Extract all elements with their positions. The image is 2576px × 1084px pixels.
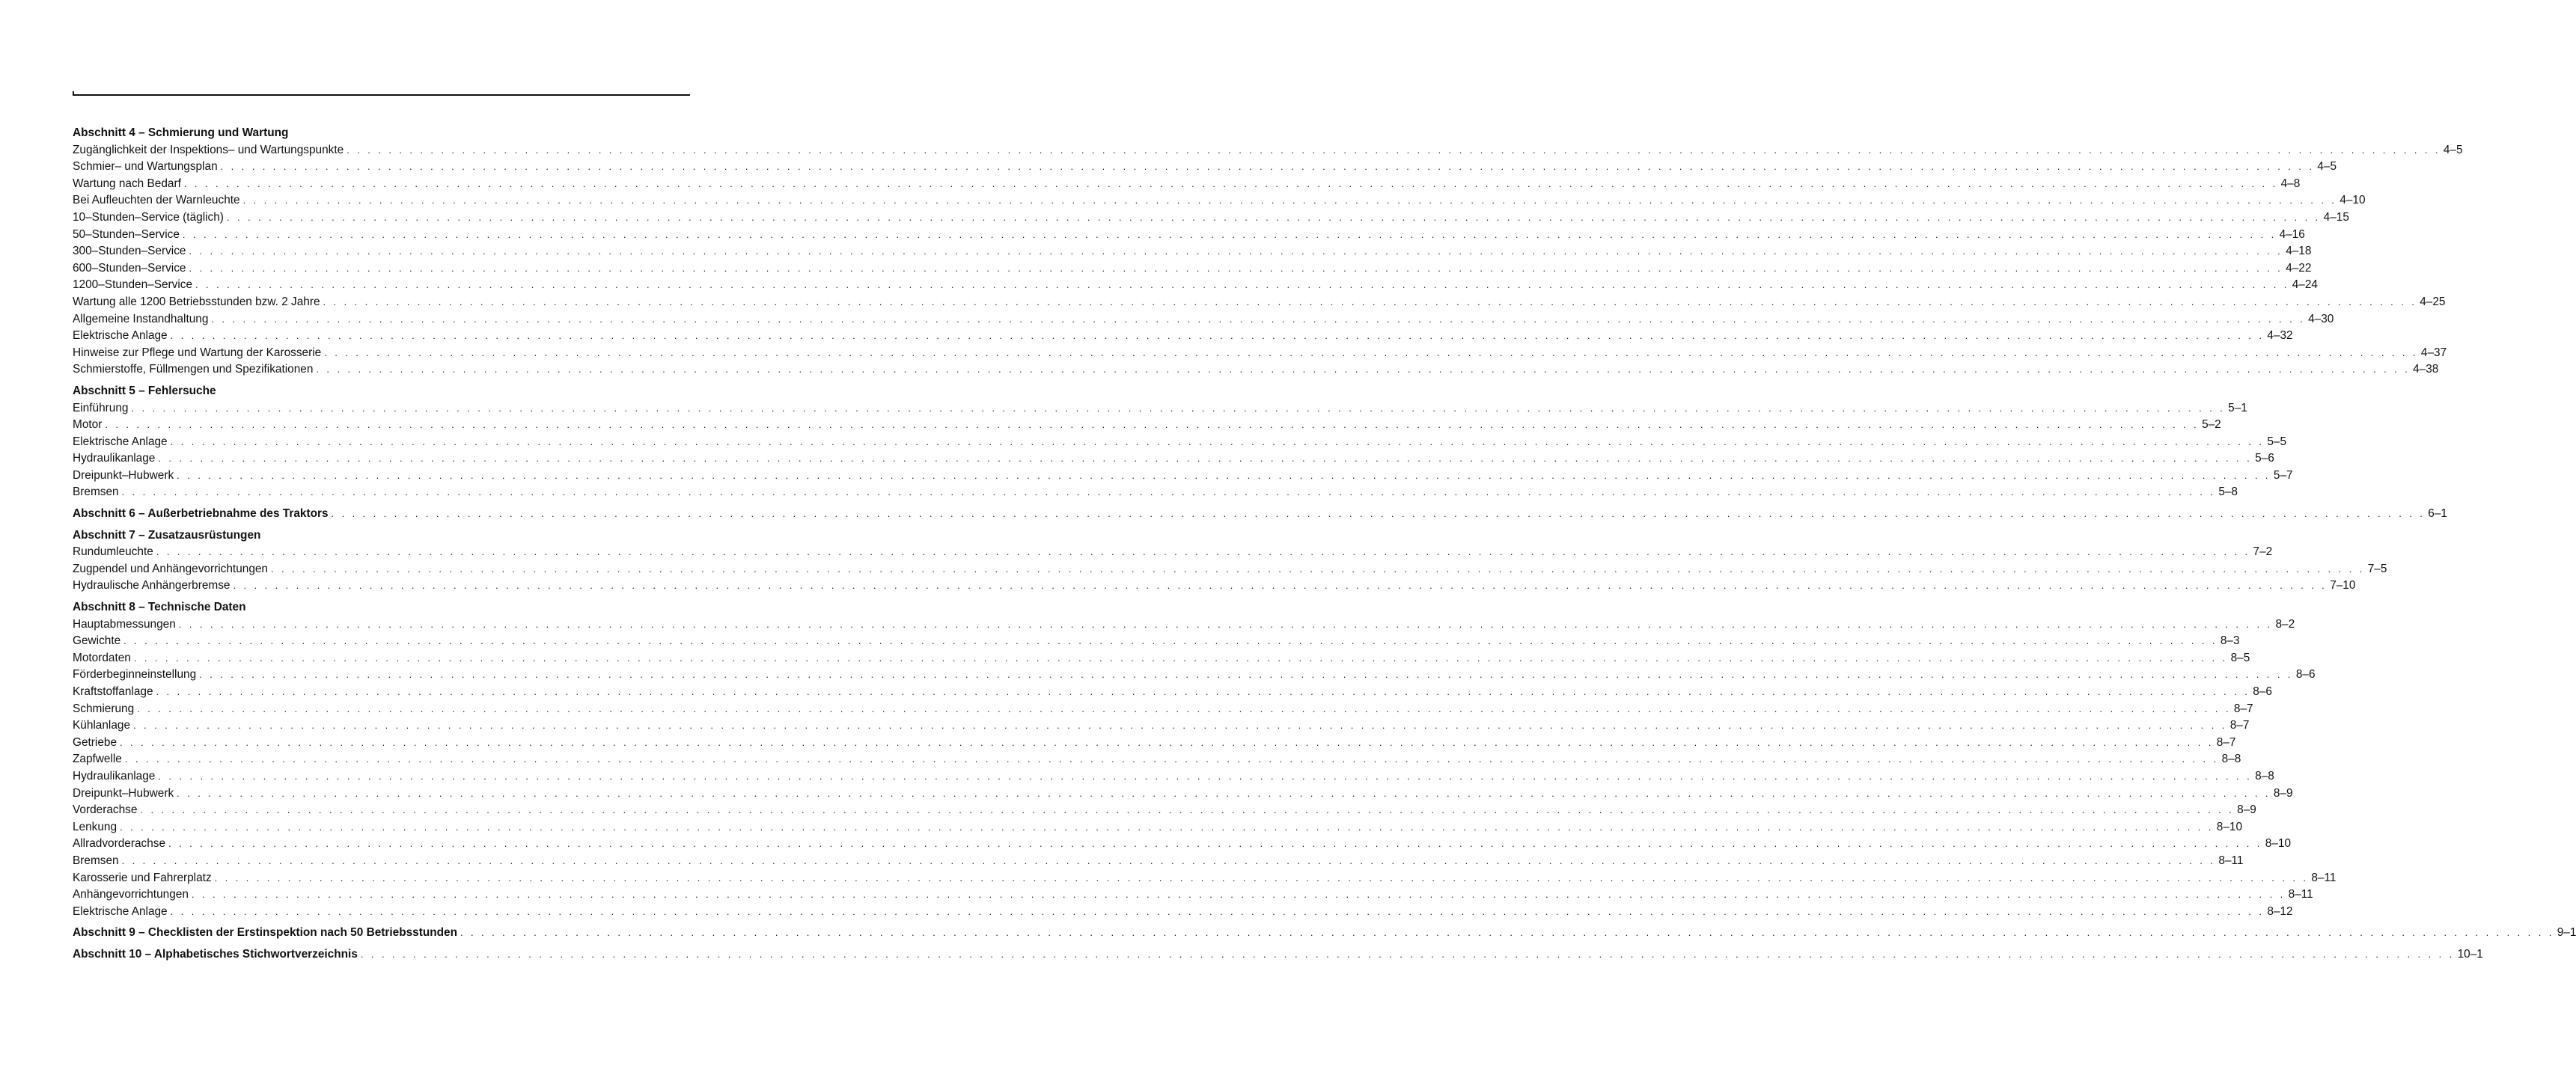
entry-title: Getriebe [73, 735, 117, 749]
entry-title: Elektrische Anlage [73, 329, 168, 343]
entry-title: Wartung alle 1200 Betriebsstunden bzw. 2 Jahre [73, 295, 320, 308]
toc-entry [73, 311, 2334, 328]
toc-entry [73, 176, 2301, 193]
entry-title: 600–Stunden–Service [73, 261, 186, 275]
page-number: 8–5 [2230, 651, 2250, 664]
page-number: 5–7 [2273, 468, 2293, 482]
page-number: 7–5 [2367, 562, 2387, 575]
dot-leader: . . . . . . . . . . . . . . . . . . . . . . . . . . . . . . . . . . . . . . . . . . . . . . . . . . . . . . . . . . . . . . . . . . . . . . . . . . . . . . . . . . . . . . . . . . . . . . . . . . . . . . . . . . . . . . . . . . . . . . . . . . . . . . . . . . . . . . . . . . . . . . . . . . . . . . . . . . . . . . . . . . . . . . . . . . . . . . . . . . . . . . . . . . . . . . . . . . . . . . . . [133, 720, 2227, 732]
toc-entry [73, 578, 2356, 595]
page-number: 4–5 [2317, 160, 2337, 174]
entry-title: Zugpendel und Anhängevorrichtungen [73, 562, 268, 575]
page-number: 4–22 [2286, 261, 2312, 275]
entry-title: Schmierstoffe, Füllmengen und Spezifikationen [73, 363, 314, 376]
entry-title: Anhängevorrichtungen [73, 888, 189, 901]
dot-leader: . . . . . . . . . . . . . . . . . . . . . . . . . . . . . . . . . . . . . . . . . . . . . . . . . . . . . . . . . . . . . . . . . . . . . . . . . . . . . . . . . . . . . . . . . . . . . . . . . . . . . . . . . . . . . . . . . . . . . . . . . . . . . . . . . . . . . . . . . . . . . . . . . . . . . . . . . . . . . . . . . . . . . . . . . . . . . . . . . . . . . . . . . . . . . . . . . . . . . . . . [324, 346, 2418, 358]
entry-title: Vorderachse [73, 803, 138, 817]
page-number: 8–3 [2220, 634, 2240, 648]
dot-leader: . . . . . . . . . . . . . . . . . . . . . . . . . . . . . . . . . . . . . . . . . . . . . . . . . . . . . . . . . . . . . . . . . . . . . . . . . . . . . . . . . . . . . . . . . . . . . . . . . . . . . . . . . . . . . . . . . . . . . . . . . . . . . . . . . . . . . . . . . . . . . . . . . . . . . . . . . . . . . . . . . . . . . . . . . . . . . . . . . . . . . . . . . . . . . . . . . . . . . . . . [168, 838, 2262, 850]
dot-leader: . . . . . . . . . . . . . . . . . . . . . . . . . . . . . . . . . . . . . . . . . . . . . . . . . . . . . . . . . . . . . . . . . . . . . . . . . . . . . . . . . . . . . . . . . . . . . . . . . . . . . . . . . . . . . . . . . . . . . . . . . . . . . . . . . . . . . . . . . . . . . . . . . . . . . . . . . . . . . . . . . . . . . . . . . . . . . . . . . . . . . . . . . . . . . . . . . . . . . . . . [316, 364, 2411, 376]
dot-leader: . . . . . . . . . . . . . . . . . . . . . . . . . . . . . . . . . . . . . . . . . . . . . . . . . . . . . . . . . . . . . . . . . . . . . . . . . . . . . . . . . . . . . . . . . . . . . . . . . . . . . . . . . . . . . . . . . . . . . . . . . . . . . . . . . . . . . . . . . . . . . . . . . . . . . . . . . . . . . . . . . . . . . . . . . . . . . . . . . . . . . . . . . . . . . . . . . . . . . . . . [120, 736, 2214, 748]
section-heading-text: Abschnitt 9 – Checklisten der Erstinspektion nach 50 Betriebsstunden [73, 926, 458, 940]
entry-title: 1200–Stunden–Service [73, 278, 193, 292]
dot-leader: . . . . . . . . . . . . . . . . . . . . . . . . . . . . . . . . . . . . . . . . . . . . . . . . . . . . . . . . . . . . . . . . . . . . . . . . . . . . . . . . . . . . . . . . . . . . . . . . . . . . . . . . . . . . . . . . . . . . . . . . . . . . . . . . . . . . . . . . . . . . . . . . . . . . . . . . . . . . . . . . . . . . . . . . . . . . . . . . . . . . . . . . . . . . . . . . . . . . . . . . [182, 228, 2277, 240]
dot-leader: . . . . . . . . . . . . . . . . . . . . . . . . . . . . . . . . . . . . . . . . . . . . . . . . . . . . . . . . . . . . . . . . . . . . . . . . . . . . . . . . . . . . . . . . . . . . . . . . . . . . . . . . . . . . . . . . . . . . . . . . . . . . . . . . . . . . . . . . . . . . . . . . . . . . . . . . . . . . . . . . . . . . . . . . . . . . . . . . . . . . . . . . . . . . . . . . . . . . . . . . [121, 854, 2216, 866]
entry-title: Schmierung [73, 702, 135, 715]
dot-leader: . . . . . . . . . . . . . . . . . . . . . . . . . . . . . . . . . . . . . . . . . . . . . . . . . . . . . . . . . . . . . . . . . . . . . . . . . . . . . . . . . . . . . . . . . . . . . . . . . . . . . . . . . . . . . . . . . . . . . . . . . . . . . . . . . . . . . . . . . . . . . . . . . . . . . . . . . . . . . . . . . . . . . . . . . . . . . . . . . . . . . . . . . . . . . . . . . . . . . . . . [137, 702, 2231, 714]
page-number: 8–9 [2273, 786, 2293, 800]
toc-entry [73, 468, 2293, 485]
entry-title: Wartung nach Bedarf [73, 177, 181, 190]
toc-entry [73, 484, 2238, 501]
toc-entry [73, 361, 2439, 379]
toc-entry [73, 751, 2241, 768]
dot-leader: . . . . . . . . . . . . . . . . . . . . . . . . . . . . . . . . . . . . . . . . . . . . . . . . . . . . . . . . . . . . . . . . . . . . . . . . . . . . . . . . . . . . . . . . . . . . . . . . . . . . . . . . . . . . . . . . . . . . . . . . . . . . . . . . . . . . . . . . . . . . . . . . . . . . . . . . . . . . . . . . . . . . . . . . . . . . . . . . . . . . . . . . . . . . . . . . . . . . . . . . [189, 262, 2283, 274]
page-number: 8–9 [2237, 803, 2256, 817]
toc-entry [73, 294, 2446, 311]
entry-title: Kühlanlage [73, 719, 131, 732]
section-heading [73, 946, 2483, 964]
toc-entry [73, 735, 2236, 752]
dot-leader: . . . . . . . . . . . . . . . . . . . . . . . . . . . . . . . . . . . . . . . . . . . . . . . . . . . . . . . . . . . . . . . . . . . . . . . . . . . . . . . . . . . . . . . . . . . . . . . . . . . . . . . . . . . . . . . . . . . . . . . . . . . . . . . . . . . . . . . . . . . . . . . . . . . . . . . . . . . . . . . . . . . . . . . . . . . . . . . . . . . . . . . . . . . . . . . . . . . . . . . . [460, 927, 2554, 939]
page-number: 6–1 [2428, 507, 2447, 521]
entry-title: 50–Stunden–Service [73, 227, 180, 241]
entry-title: Motor [73, 418, 103, 432]
toc-entry [73, 616, 2295, 634]
toc-entry [73, 328, 2293, 345]
dot-leader: . . . . . . . . . . . . . . . . . . . . . . . . . . . . . . . . . . . . . . . . . . . . . . . . . . . . . . . . . . . . . . . . . . . . . . . . . . . . . . . . . . . . . . . . . . . . . . . . . . . . . . . . . . . . . . . . . . . . . . . . . . . . . . . . . . . . . . . . . . . . . . . . . . . . . . . . . . . . . . . . . . . . . . . . . . . . . . . . . . . . . . . . . . . . . . . . . . . . . . . . [158, 453, 2253, 465]
entry-title: Hauptabmessungen [73, 617, 176, 631]
entry-title: Hydraulikanlage [73, 769, 156, 783]
entry-title: Allgemeine Instandhaltung [73, 312, 209, 325]
dot-leader: . . . . . . . . . . . . . . . . . . . . . . . . . . . . . . . . . . . . . . . . . . . . . . . . . . . . . . . . . . . . . . . . . . . . . . . . . . . . . . . . . . . . . . . . . . . . . . . . . . . . . . . . . . . . . . . . . . . . . . . . . . . . . . . . . . . . . . . . . . . . . . . . . . . . . . . . . . . . . . . . . . . . . . . . . . . . . . . . . . . . . . . . . . . . . . . . . . . . . . . . [199, 669, 2293, 681]
entry-title: Zugänglichkeit der Inspektions– und Wartungspunkte [73, 143, 344, 156]
page-number: 8–7 [2229, 719, 2250, 732]
toc-entry [73, 836, 2292, 853]
toc-entry [73, 192, 2366, 209]
toc-entry [73, 802, 2256, 819]
toc-entry [73, 870, 2337, 887]
page-number: 4–30 [2308, 312, 2334, 325]
toc-entry [73, 667, 2316, 684]
entry-title: Bremsen [73, 854, 119, 867]
entry-title: Gewichte [73, 634, 121, 648]
dot-leader: . . . . . . . . . . . . . . . . . . . . . . . . . . . . . . . . . . . . . . . . . . . . . . . . . . . . . . . . . . . . . . . . . . . . . . . . . . . . . . . . . . . . . . . . . . . . . . . . . . . . . . . . . . . . . . . . . . . . . . . . . . . . . . . . . . . . . . . . . . . . . . . . . . . . . . . . . . . . . . . . . . . . . . . . . . . . . . . . . . . . . . . . . . . . . . . . . . . . . . . . [220, 161, 2315, 173]
toc-section [73, 506, 2447, 523]
dot-leader: . . . . . . . . . . . . . . . . . . . . . . . . . . . . . . . . . . . . . . . . . . . . . . . . . . . . . . . . . . . . . . . . . . . . . . . . . . . . . . . . . . . . . . . . . . . . . . . . . . . . . . . . . . . . . . . . . . . . . . . . . . . . . . . . . . . . . . . . . . . . . . . . . . . . . . . . . . . . . . . . . . . . . . . . . . . . . . . . . . . . . . . . . . . . . . . . . . . . . . . . [170, 905, 2265, 917]
section-heading-text: Abschnitt 4 – Schmierung und Wartung [73, 126, 289, 139]
dot-leader: . . . . . . . . . . . . . . . . . . . . . . . . . . . . . . . . . . . . . . . . . . . . . . . . . . . . . . . . . . . . . . . . . . . . . . . . . . . . . . . . . . . . . . . . . . . . . . . . . . . . . . . . . . . . . . . . . . . . . . . . . . . . . . . . . . . . . . . . . . . . . . . . . . . . . . . . . . . . . . . . . . . . . . . . . . . . . . . . . . . . . . . . . . . . . . . . . . . . . . . . [331, 508, 2426, 520]
dot-leader: . . . . . . . . . . . . . . . . . . . . . . . . . . . . . . . . . . . . . . . . . . . . . . . . . . . . . . . . . . . . . . . . . . . . . . . . . . . . . . . . . . . . . . . . . . . . . . . . . . . . . . . . . . . . . . . . . . . . . . . . . . . . . . . . . . . . . . . . . . . . . . . . . . . . . . . . . . . . . . . . . . . . . . . . . . . . . . . . . . . . . . . . . . . . . . . . . . . . . . . . [177, 469, 2271, 481]
dot-leader: . . . . . . . . . . . . . . . . . . . . . . . . . . . . . . . . . . . . . . . . . . . . . . . . . . . . . . . . . . . . . . . . . . . . . . . . . . . . . . . . . . . . . . . . . . . . . . . . . . . . . . . . . . . . . . . . . . . . . . . . . . . . . . . . . . . . . . . . . . . . . . . . . . . . . . . . . . . . . . . . . . . . . . . . . . . . . . . . . . . . . . . . . . . . . . . . . . . . . . . . [211, 313, 2306, 325]
entry-title: Dreipunkt–Hubwerk [73, 468, 174, 482]
page-number: 4–5 [2443, 143, 2463, 156]
page-number: 7–2 [2253, 545, 2273, 559]
toc-section [73, 599, 2337, 920]
entry-title: Elektrische Anlage [73, 435, 168, 448]
dot-leader: . . . . . . . . . . . . . . . . . . . . . . . . . . . . . . . . . . . . . . . . . . . . . . . . . . . . . . . . . . . . . . . . . . . . . . . . . . . . . . . . . . . . . . . . . . . . . . . . . . . . . . . . . . . . . . . . . . . . . . . . . . . . . . . . . . . . . . . . . . . . . . . . . . . . . . . . . . . . . . . . . . . . . . . . . . . . . . . . . . . . . . . . . . . . . . . . . . . . . . . . [195, 279, 2289, 291]
page-number: 8–8 [2255, 769, 2274, 783]
dot-leader: . . . . . . . . . . . . . . . . . . . . . . . . . . . . . . . . . . . . . . . . . . . . . . . . . . . . . . . . . . . . . . . . . . . . . . . . . . . . . . . . . . . . . . . . . . . . . . . . . . . . . . . . . . . . . . . . . . . . . . . . . . . . . . . . . . . . . . . . . . . . . . . . . . . . . . . . . . . . . . . . . . . . . . . . . . . . . . . . . . . . . . . . . . . . . . . . . . . . . . . . [131, 402, 2226, 414]
dot-leader: . . . . . . . . . . . . . . . . . . . . . . . . . . . . . . . . . . . . . . . . . . . . . . . . . . . . . . . . . . . . . . . . . . . . . . . . . . . . . . . . . . . . . . . . . . . . . . . . . . . . . . . . . . . . . . . . . . . . . . . . . . . . . . . . . . . . . . . . . . . . . . . . . . . . . . . . . . . . . . . . . . . . . . . . . . . . . . . . . . . . . . . . . . . . . . . . . . . . . . . . [156, 546, 2250, 558]
entry-title: Hydraulikanlage [73, 452, 156, 465]
toc-entry [73, 561, 2387, 578]
toc-entry [73, 650, 2250, 667]
page-number: 4–18 [2286, 245, 2312, 258]
dot-leader: . . . . . . . . . . . . . . . . . . . . . . . . . . . . . . . . . . . . . . . . . . . . . . . . . . . . . . . . . . . . . . . . . . . . . . . . . . . . . . . . . . . . . . . . . . . . . . . . . . . . . . . . . . . . . . . . . . . . . . . . . . . . . . . . . . . . . . . . . . . . . . . . . . . . . . . . . . . . . . . . . . . . . . . . . . . . . . . . . . . . . . . . . . . . . . . . . . . . . . . . [226, 211, 2321, 223]
toc-section [73, 527, 2387, 595]
toc-section [73, 125, 2463, 379]
toc-entry [73, 450, 2274, 468]
page-number: 4–24 [2292, 278, 2318, 292]
dot-leader: . . . . . . . . . . . . . . . . . . . . . . . . . . . . . . . . . . . . . . . . . . . . . . . . . . . . . . . . . . . . . . . . . . . . . . . . . . . . . . . . . . . . . . . . . . . . . . . . . . . . . . . . . . . . . . . . . . . . . . . . . . . . . . . . . . . . . . . . . . . . . . . . . . . . . . . . . . . . . . . . . . . . . . . . . . . . . . . . . . . . . . . . . . . . . . . . . . . . . . . . [120, 821, 2214, 833]
dot-leader: . . . . . . . . . . . . . . . . . . . . . . . . . . . . . . . . . . . . . . . . . . . . . . . . . . . . . . . . . . . . . . . . . . . . . . . . . . . . . . . . . . . . . . . . . . . . . . . . . . . . . . . . . . . . . . . . . . . . . . . . . . . . . . . . . . . . . . . . . . . . . . . . . . . . . . . . . . . . . . . . . . . . . . . . . . . . . . . . . . . . . . . . . . . . . . . . . . . . . . . . [360, 948, 2455, 960]
section-heading [73, 527, 694, 545]
page-number: 4–25 [2420, 295, 2446, 308]
dot-leader: . . . . . . . . . . . . . . . . . . . . . . . . . . . . . . . . . . . . . . . . . . . . . . . . . . . . . . . . . . . . . . . . . . . . . . . . . . . . . . . . . . . . . . . . . . . . . . . . . . . . . . . . . . . . . . . . . . . . . . . . . . . . . . . . . . . . . . . . . . . . . . . . . . . . . . . . . . . . . . . . . . . . . . . . . . . . . . . . . . . . . . . . . . . . . . . . . . . . . . . . [140, 804, 2235, 816]
entry-title: Zapfwelle [73, 753, 122, 766]
entry-title: Einführung [73, 401, 129, 414]
dot-leader: . . . . . . . . . . . . . . . . . . . . . . . . . . . . . . . . . . . . . . . . . . . . . . . . . . . . . . . . . . . . . . . . . . . . . . . . . . . . . . . . . . . . . . . . . . . . . . . . . . . . . . . . . . . . . . . . . . . . . . . . . . . . . . . . . . . . . . . . . . . . . . . . . . . . . . . . . . . . . . . . . . . . . . . . . . . . . . . . . . . . . . . . . . . . . . . . . . . . . . . . [105, 419, 2200, 431]
section-heading [73, 125, 694, 142]
toc-entry [73, 904, 2293, 921]
page-number: 8–10 [2265, 837, 2292, 851]
section-heading [73, 599, 694, 616]
dot-leader: . . . . . . . . . . . . . . . . . . . . . . . . . . . . . . . . . . . . . . . . . . . . . . . . . . . . . . . . . . . . . . . . . . . . . . . . . . . . . . . . . . . . . . . . . . . . . . . . . . . . . . . . . . . . . . . . . . . . . . . . . . . . . . . . . . . . . . . . . . . . . . . . . . . . . . . . . . . . . . . . . . . . . . . . . . . . . . . . . . . . . . . . . . . . . . . . . . . . . . . . [133, 652, 2228, 664]
page-number: 5–5 [2267, 435, 2287, 448]
dot-leader: . . . . . . . . . . . . . . . . . . . . . . . . . . . . . . . . . . . . . . . . . . . . . . . . . . . . . . . . . . . . . . . . . . . . . . . . . . . . . . . . . . . . . . . . . . . . . . . . . . . . . . . . . . . . . . . . . . . . . . . . . . . . . . . . . . . . . . . . . . . . . . . . . . . . . . . . . . . . . . . . . . . . . . . . . . . . . . . . . . . . . . . . . . . . . . . . . . . . . . . . [233, 580, 2328, 592]
dot-leader: . . . . . . . . . . . . . . . . . . . . . . . . . . . . . . . . . . . . . . . . . . . . . . . . . . . . . . . . . . . . . . . . . . . . . . . . . . . . . . . . . . . . . . . . . . . . . . . . . . . . . . . . . . . . . . . . . . . . . . . . . . . . . . . . . . . . . . . . . . . . . . . . . . . . . . . . . . . . . . . . . . . . . . . . . . . . . . . . . . . . . . . . . . . . . . . . . . . . . . . . [124, 753, 2219, 765]
toc-entry [73, 684, 2272, 701]
entry-title: 300–Stunden–Service [73, 245, 186, 258]
toc-entry [73, 277, 2318, 294]
toc-section [73, 925, 2576, 942]
section-heading [73, 506, 2447, 523]
toc-entry [73, 717, 2250, 735]
page-number: 8–11 [2288, 888, 2313, 901]
page-number: 8–11 [2311, 871, 2337, 884]
entry-title: Hydraulische Anhängerbremse [73, 579, 231, 592]
table-of-contents [73, 125, 2576, 968]
toc-entry [73, 400, 2247, 417]
toc-entry [73, 819, 2243, 836]
page-number: 7–10 [2330, 579, 2356, 592]
section-heading-text: Abschnitt 5 – Fehlersuche [73, 384, 216, 397]
entry-title: Bremsen [73, 486, 119, 499]
toc-entry [73, 159, 2337, 176]
section-heading-text: Abschnitt 10 – Alphabetisches Stichwortverzeichnis [73, 947, 358, 961]
toc-entry [73, 544, 2273, 561]
toc-entry [73, 142, 2463, 159]
toc-entry [73, 786, 2293, 803]
dot-leader: . . . . . . . . . . . . . . . . . . . . . . . . . . . . . . . . . . . . . . . . . . . . . . . . . . . . . . . . . . . . . . . . . . . . . . . . . . . . . . . . . . . . . . . . . . . . . . . . . . . . . . . . . . . . . . . . . . . . . . . . . . . . . . . . . . . . . . . . . . . . . . . . . . . . . . . . . . . . . . . . . . . . . . . . . . . . . . . . . . . . . . . . . . . . . . . . . . . . . . . . [177, 787, 2271, 799]
toc-entry [73, 209, 2349, 227]
entry-title: Karosserie und Fahrerplatz [73, 871, 212, 884]
page-number: 4–38 [2413, 363, 2439, 376]
dot-leader: . . . . . . . . . . . . . . . . . . . . . . . . . . . . . . . . . . . . . . . . . . . . . . . . . . . . . . . . . . . . . . . . . . . . . . . . . . . . . . . . . . . . . . . . . . . . . . . . . . . . . . . . . . . . . . . . . . . . . . . . . . . . . . . . . . . . . . . . . . . . . . . . . . . . . . . . . . . . . . . . . . . . . . . . . . . . . . . . . . . . . . . . . . . . . . . . . . . . . . . . [183, 177, 2278, 189]
toc-entry [73, 345, 2447, 362]
page-number: 8–7 [2216, 735, 2236, 749]
entry-title: Kraftstoffanlage [73, 685, 153, 698]
section-heading-text: Abschnitt 8 – Technische Daten [73, 601, 246, 614]
dot-leader: . . . . . . . . . . . . . . . . . . . . . . . . . . . . . . . . . . . . . . . . . . . . . . . . . . . . . . . . . . . . . . . . . . . . . . . . . . . . . . . . . . . . . . . . . . . . . . . . . . . . . . . . . . . . . . . . . . . . . . . . . . . . . . . . . . . . . . . . . . . . . . . . . . . . . . . . . . . . . . . . . . . . . . . . . . . . . . . . . . . . . . . . . . . . . . . . . . . . . . . . [156, 686, 2250, 697]
dot-leader: . . . . . . . . . . . . . . . . . . . . . . . . . . . . . . . . . . . . . . . . . . . . . . . . . . . . . . . . . . . . . . . . . . . . . . . . . . . . . . . . . . . . . . . . . . . . . . . . . . . . . . . . . . . . . . . . . . . . . . . . . . . . . . . . . . . . . . . . . . . . . . . . . . . . . . . . . . . . . . . . . . . . . . . . . . . . . . . . . . . . . . . . . . . . . . . . . . . . . . . . [347, 144, 2441, 156]
page-number: 8–2 [2275, 617, 2295, 631]
page-number: 5–8 [2218, 486, 2238, 499]
page-number: 8–7 [2233, 702, 2253, 715]
dot-leader: . . . . . . . . . . . . . . . . . . . . . . . . . . . . . . . . . . . . . . . . . . . . . . . . . . . . . . . . . . . . . . . . . . . . . . . . . . . . . . . . . . . . . . . . . . . . . . . . . . . . . . . . . . . . . . . . . . . . . . . . . . . . . . . . . . . . . . . . . . . . . . . . . . . . . . . . . . . . . . . . . . . . . . . . . . . . . . . . . . . . . . . . . . . . . . . . . . . . . . . . [121, 486, 2216, 498]
entry-title: Rundumleuchte [73, 545, 153, 559]
page-number: 10–1 [2457, 947, 2483, 961]
toc-entry [73, 434, 2287, 451]
dot-leader: . . . . . . . . . . . . . . . . . . . . . . . . . . . . . . . . . . . . . . . . . . . . . . . . . . . . . . . . . . . . . . . . . . . . . . . . . . . . . . . . . . . . . . . . . . . . . . . . . . . . . . . . . . . . . . . . . . . . . . . . . . . . . . . . . . . . . . . . . . . . . . . . . . . . . . . . . . . . . . . . . . . . . . . . . . . . . . . . . . . . . . . . . . . . . . . . . . . . . . . . [123, 635, 2218, 647]
toc-entry [73, 853, 2244, 870]
toc-section [73, 383, 2293, 501]
section-heading [73, 383, 694, 400]
page-number: 5–2 [2202, 418, 2221, 432]
entry-title: Allradvorderachse [73, 837, 166, 851]
entry-title: Motordaten [73, 651, 131, 664]
page-number: 4–8 [2280, 177, 2301, 190]
dot-leader: . . . . . . . . . . . . . . . . . . . . . . . . . . . . . . . . . . . . . . . . . . . . . . . . . . . . . . . . . . . . . . . . . . . . . . . . . . . . . . . . . . . . . . . . . . . . . . . . . . . . . . . . . . . . . . . . . . . . . . . . . . . . . . . . . . . . . . . . . . . . . . . . . . . . . . . . . . . . . . . . . . . . . . . . . . . . . . . . . . . . . . . . . . . . . . . . . . . . . . . . [214, 872, 2309, 884]
page-number: 4–32 [2267, 329, 2293, 343]
entry-title: Lenkung [73, 820, 117, 833]
entry-title: Schmier– und Wartungsplan [73, 160, 218, 174]
toc-entry [73, 887, 2313, 904]
entry-title: Hinweise zur Pflege und Wartung der Karosserie [73, 346, 322, 359]
page-number: 8–12 [2267, 904, 2293, 918]
dot-leader: . . . . . . . . . . . . . . . . . . . . . . . . . . . . . . . . . . . . . . . . . . . . . . . . . . . . . . . . . . . . . . . . . . . . . . . . . . . . . . . . . . . . . . . . . . . . . . . . . . . . . . . . . . . . . . . . . . . . . . . . . . . . . . . . . . . . . . . . . . . . . . . . . . . . . . . . . . . . . . . . . . . . . . . . . . . . . . . . . . . . . . . . . . . . . . . . . . . . . . . . [170, 330, 2265, 342]
toc-entry [73, 243, 2312, 260]
toc-entry [73, 768, 2274, 786]
dot-leader: . . . . . . . . . . . . . . . . . . . . . . . . . . . . . . . . . . . . . . . . . . . . . . . . . . . . . . . . . . . . . . . . . . . . . . . . . . . . . . . . . . . . . . . . . . . . . . . . . . . . . . . . . . . . . . . . . . . . . . . . . . . . . . . . . . . . . . . . . . . . . . . . . . . . . . . . . . . . . . . . . . . . . . . . . . . . . . . . . . . . . . . . . . . . . . . . . . . . . . . . [323, 296, 2417, 307]
dot-leader: . . . . . . . . . . . . . . . . . . . . . . . . . . . . . . . . . . . . . . . . . . . . . . . . . . . . . . . . . . . . . . . . . . . . . . . . . . . . . . . . . . . . . . . . . . . . . . . . . . . . . . . . . . . . . . . . . . . . . . . . . . . . . . . . . . . . . . . . . . . . . . . . . . . . . . . . . . . . . . . . . . . . . . . . . . . . . . . . . . . . . . . . . . . . . . . . . . . . . . . . [158, 770, 2253, 782]
page-number: 8–6 [2295, 668, 2316, 682]
page-number: 4–16 [2279, 227, 2305, 241]
entry-title: Elektrische Anlage [73, 904, 168, 918]
section-heading [73, 925, 2576, 942]
page-number: 9–1 [2557, 926, 2576, 940]
toc-entry [73, 633, 2240, 650]
dot-leader: . . . . . . . . . . . . . . . . . . . . . . . . . . . . . . . . . . . . . . . . . . . . . . . . . . . . . . . . . . . . . . . . . . . . . . . . . . . . . . . . . . . . . . . . . . . . . . . . . . . . . . . . . . . . . . . . . . . . . . . . . . . . . . . . . . . . . . . . . . . . . . . . . . . . . . . . . . . . . . . . . . . . . . . . . . . . . . . . . . . . . . . . . . . . . . . . . . . . . . . . [170, 435, 2265, 447]
entry-title: Dreipunkt–Hubwerk [73, 786, 174, 800]
toc-section [73, 946, 2483, 964]
dot-leader: . . . . . . . . . . . . . . . . . . . . . . . . . . . . . . . . . . . . . . . . . . . . . . . . . . . . . . . . . . . . . . . . . . . . . . . . . . . . . . . . . . . . . . . . . . . . . . . . . . . . . . . . . . . . . . . . . . . . . . . . . . . . . . . . . . . . . . . . . . . . . . . . . . . . . . . . . . . . . . . . . . . . . . . . . . . . . . . . . . . . . . . . . . . . . . . . . . . . . . . . [189, 245, 2283, 257]
page-number: 5–1 [2228, 401, 2247, 414]
page-number: 8–6 [2253, 685, 2272, 698]
entry-title: 10–Stunden–Service (täglich) [73, 210, 224, 224]
page-number: 4–37 [2420, 346, 2447, 359]
toc-entry [73, 701, 2253, 718]
page-number: 4–15 [2323, 210, 2349, 224]
entry-title: Bei Aufleuchten der Warnleuchte [73, 194, 240, 207]
page-number: 8–10 [2216, 820, 2243, 833]
toc-entry [73, 417, 2221, 434]
dot-leader: . . . . . . . . . . . . . . . . . . . . . . . . . . . . . . . . . . . . . . . . . . . . . . . . . . . . . . . . . . . . . . . . . . . . . . . . . . . . . . . . . . . . . . . . . . . . . . . . . . . . . . . . . . . . . . . . . . . . . . . . . . . . . . . . . . . . . . . . . . . . . . . . . . . . . . . . . . . . . . . . . . . . . . . . . . . . . . . . . . . . . . . . . . . . . . . . . . . . . . . . [242, 195, 2337, 206]
page-number: 5–6 [2255, 452, 2274, 465]
dot-leader: . . . . . . . . . . . . . . . . . . . . . . . . . . . . . . . . . . . . . . . . . . . . . . . . . . . . . . . . . . . . . . . . . . . . . . . . . . . . . . . . . . . . . . . . . . . . . . . . . . . . . . . . . . . . . . . . . . . . . . . . . . . . . . . . . . . . . . . . . . . . . . . . . . . . . . . . . . . . . . . . . . . . . . . . . . . . . . . . . . . . . . . . . . . . . . . . . . . . . . . . [178, 618, 2273, 630]
section-heading-text: Abschnitt 7 – Zusatzausrüstungen [73, 528, 261, 542]
page-number: 8–8 [2221, 753, 2241, 766]
dot-leader: . . . . . . . . . . . . . . . . . . . . . . . . . . . . . . . . . . . . . . . . . . . . . . . . . . . . . . . . . . . . . . . . . . . . . . . . . . . . . . . . . . . . . . . . . . . . . . . . . . . . . . . . . . . . . . . . . . . . . . . . . . . . . . . . . . . . . . . . . . . . . . . . . . . . . . . . . . . . . . . . . . . . . . . . . . . . . . . . . . . . . . . . . . . . . . . . . . . . . . . . [191, 889, 2286, 901]
header-rule [73, 94, 690, 96]
section-heading-text: Abschnitt 6 – Außerbetriebnahme des Traktors [73, 507, 329, 521]
toc-entry [73, 260, 2312, 278]
dot-leader: . . . . . . . . . . . . . . . . . . . . . . . . . . . . . . . . . . . . . . . . . . . . . . . . . . . . . . . . . . . . . . . . . . . . . . . . . . . . . . . . . . . . . . . . . . . . . . . . . . . . . . . . . . . . . . . . . . . . . . . . . . . . . . . . . . . . . . . . . . . . . . . . . . . . . . . . . . . . . . . . . . . . . . . . . . . . . . . . . . . . . . . . . . . . . . . . . . . . . . . . [271, 563, 2365, 575]
entry-title: Förderbeginneinstellung [73, 668, 197, 682]
toc-entry [73, 227, 2305, 244]
page-number: 8–11 [2218, 854, 2244, 867]
page-number: 4–10 [2340, 194, 2366, 207]
